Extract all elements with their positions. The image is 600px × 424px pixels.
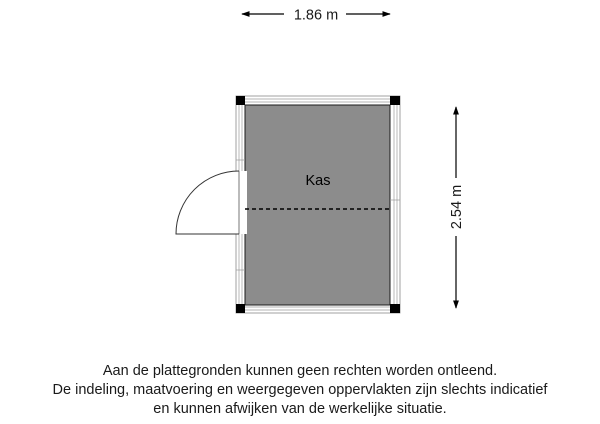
post-top-right — [390, 96, 400, 105]
width-dimension — [242, 8, 390, 24]
disclaimer-line-2: De indeling, maatvoering en weergegeven oppervlakten zijn slechts indicatief — [52, 382, 548, 398]
post-bottom-right — [390, 304, 400, 313]
height-dimension — [449, 107, 465, 308]
room-floor — [245, 105, 390, 305]
post-top-left — [236, 96, 245, 105]
door — [176, 171, 247, 234]
disclaimer-line-1: Aan de plattegronden kunnen geen rechten worden ontleend. — [102, 363, 498, 379]
width-label: 1.86 m — [293, 7, 339, 24]
room-kas — [176, 96, 400, 313]
height-label: 2.54 m — [449, 184, 465, 230]
post-bottom-left — [236, 304, 245, 313]
door-opening — [234, 171, 247, 234]
disclaimer-line-3: en kunnen afwijken van de werkelijke situatie. — [153, 401, 447, 417]
door-swing-arc — [176, 171, 239, 234]
disclaimer — [0, 362, 600, 419]
room-label: Kas — [305, 173, 331, 189]
